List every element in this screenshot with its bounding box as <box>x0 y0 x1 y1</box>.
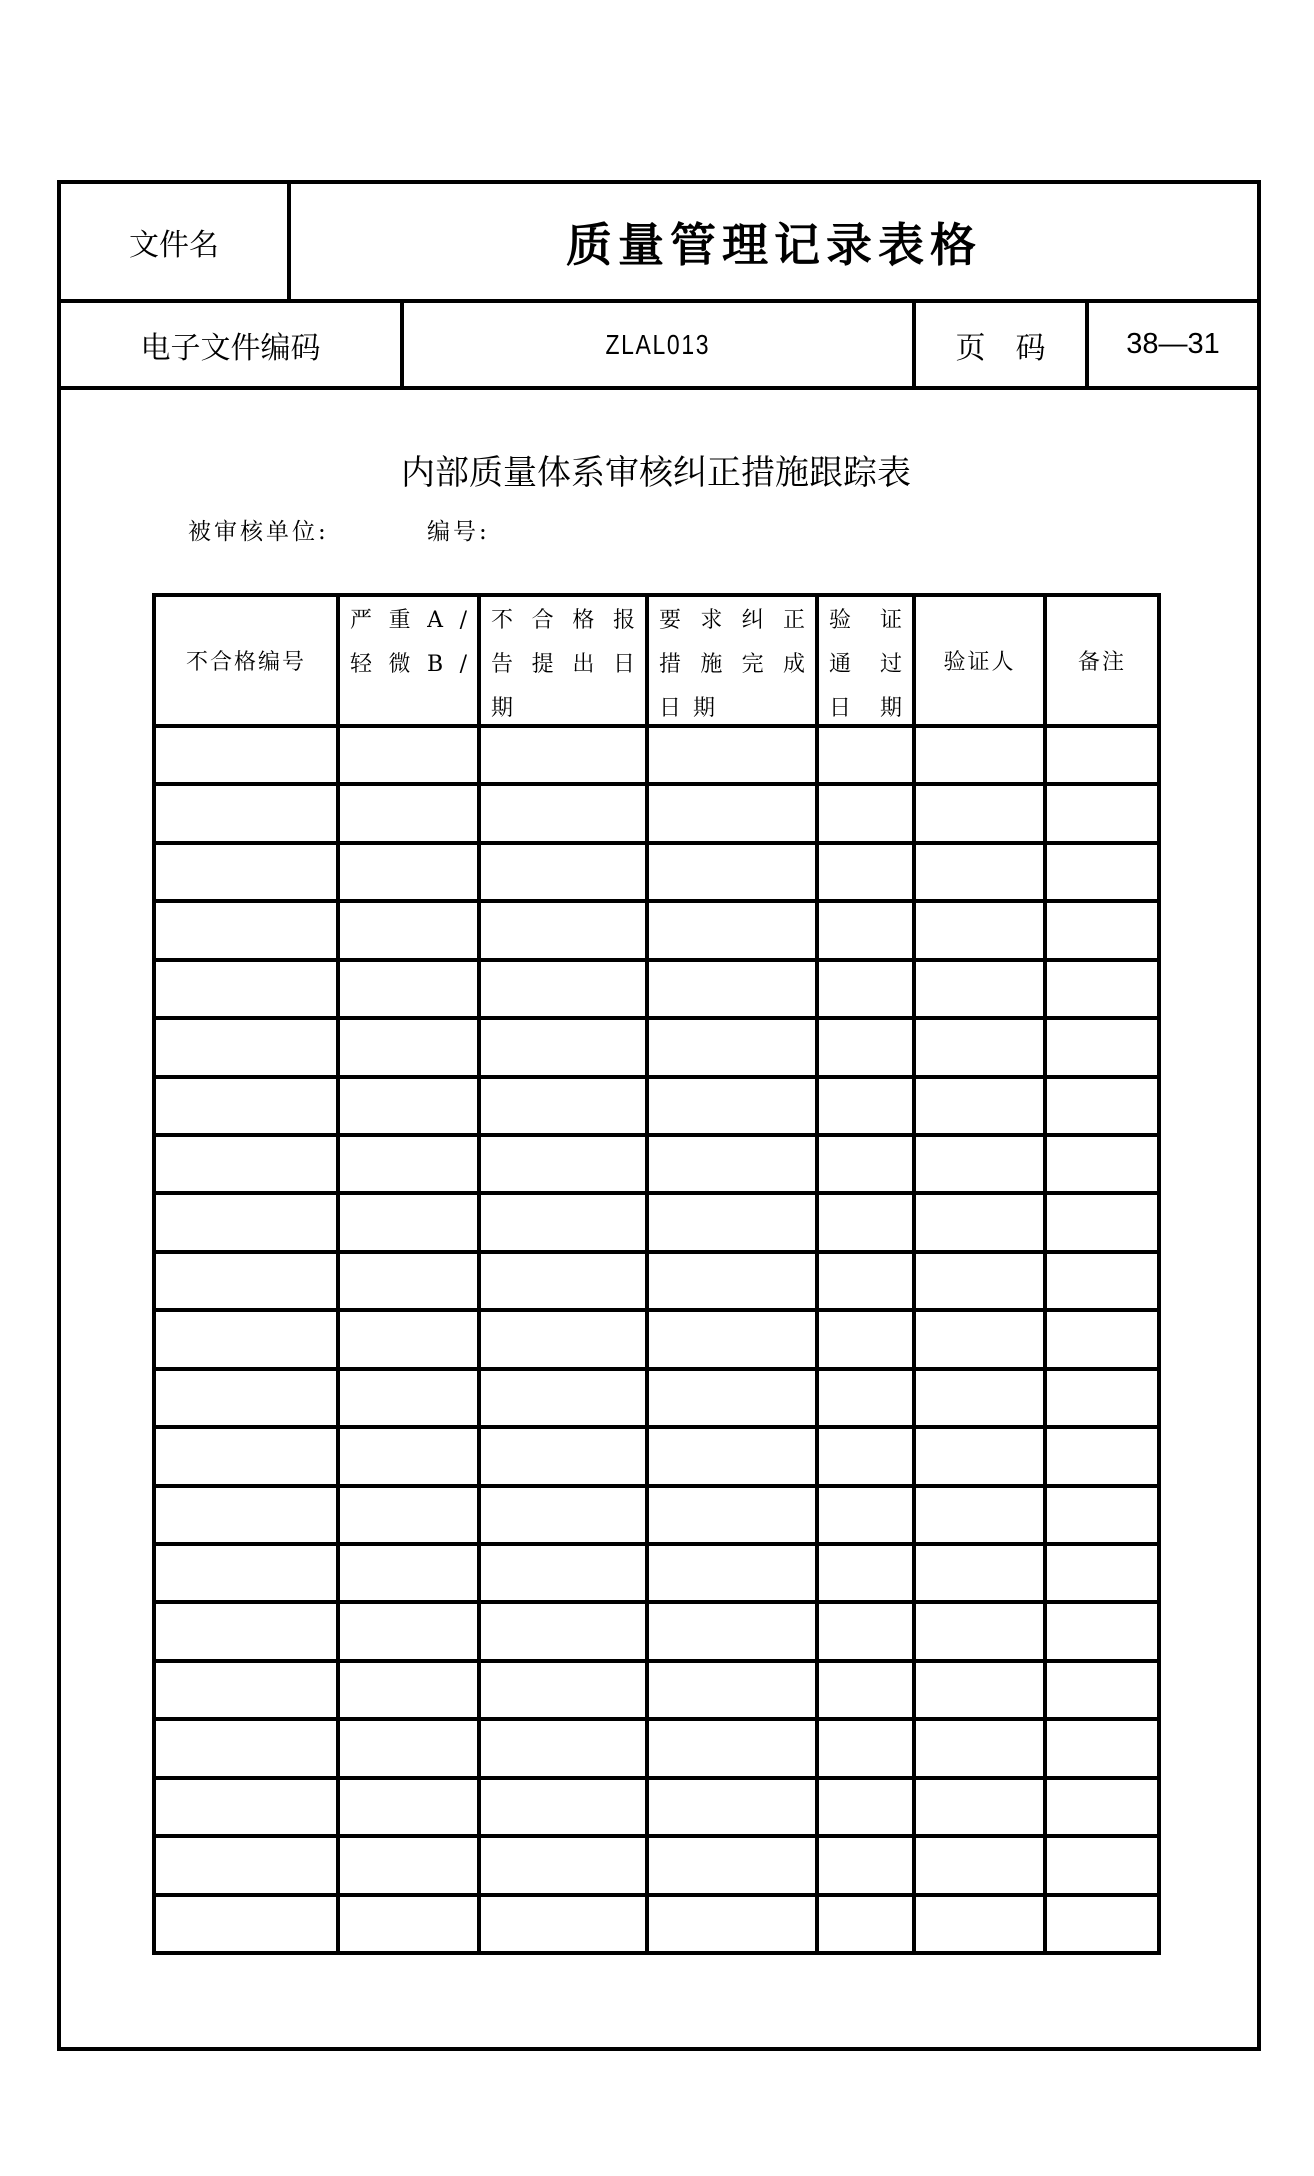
table-cell-verifier[interactable] <box>916 1546 1043 1600</box>
column-header-line: 不 合 格 报 <box>491 608 635 633</box>
table-cell-verifier[interactable] <box>916 1312 1043 1367</box>
table-cell-remarks[interactable] <box>1047 1195 1157 1250</box>
table-cell-remarks[interactable] <box>1047 1254 1157 1308</box>
table-cell-verify-date[interactable] <box>819 845 912 899</box>
table-cell-remarks[interactable] <box>1047 1897 1157 1951</box>
table-cell-report-date[interactable] <box>481 962 645 1016</box>
table-cell-required-date[interactable] <box>649 845 815 899</box>
table-cell-severity[interactable] <box>340 1546 477 1600</box>
table-cell-nc-no[interactable] <box>156 1897 336 1951</box>
table-cell-verifier[interactable] <box>916 1371 1043 1425</box>
table-cell-severity[interactable] <box>340 1079 477 1133</box>
table-cell-required-date[interactable] <box>649 1020 815 1075</box>
table-cell-nc-no[interactable] <box>156 1079 336 1133</box>
column-header-required-date <box>659 599 805 722</box>
table-row <box>154 1193 1159 1252</box>
table-cell-remarks[interactable] <box>1047 1721 1157 1776</box>
table-cell-verifier[interactable] <box>916 1020 1043 1075</box>
table-row <box>154 1427 1159 1486</box>
table-cell-verify-date[interactable] <box>819 1546 912 1600</box>
table-cell-nc-no[interactable] <box>156 1137 336 1191</box>
table-cell-nc-no[interactable] <box>156 1195 336 1250</box>
page-label: 页 码 <box>955 330 1046 366</box>
table-cell-required-date[interactable] <box>649 1546 815 1600</box>
table-cell-verifier[interactable] <box>916 1604 1043 1659</box>
table-cell-severity[interactable] <box>340 1371 477 1425</box>
table-cell-nc-no[interactable] <box>156 1020 336 1075</box>
table-cell-verify-date[interactable] <box>819 962 912 1016</box>
table-cell-verify-date[interactable] <box>819 1488 912 1542</box>
table-cell-severity[interactable] <box>340 1663 477 1717</box>
column-header-line: 验 证 <box>829 608 902 633</box>
column-header-severity <box>350 599 467 722</box>
table-cell-report-date[interactable] <box>481 1312 645 1367</box>
table-cell-report-date[interactable] <box>481 728 645 782</box>
table-cell-required-date[interactable] <box>649 1429 815 1484</box>
table-cell-report-date[interactable] <box>481 903 645 958</box>
table-cell-required-date[interactable] <box>649 1488 815 1542</box>
table-cell-verifier[interactable] <box>916 845 1043 899</box>
number-label: 编号: <box>427 519 490 545</box>
table-cell-verify-date[interactable] <box>819 786 912 841</box>
table-row <box>154 1661 1159 1719</box>
table-cell-remarks[interactable] <box>1047 1838 1157 1893</box>
table-cell-verifier[interactable] <box>916 1137 1043 1191</box>
column-header-verify-date <box>829 599 902 722</box>
table-cell-remarks[interactable] <box>1047 962 1157 1016</box>
column-header-line: 日 期 <box>659 696 716 721</box>
table-cell-verify-date[interactable] <box>819 1254 912 1308</box>
table-row <box>154 1544 1159 1602</box>
table-cell-verifier[interactable] <box>916 1663 1043 1717</box>
table-cell-severity[interactable] <box>340 786 477 841</box>
table-cell-verifier[interactable] <box>916 1254 1043 1308</box>
table-cell-nc-no[interactable] <box>156 1488 336 1542</box>
table-cell-report-date[interactable] <box>481 1663 645 1717</box>
column-header-line: 措 施 完 成 <box>659 652 805 677</box>
table-cell-report-date[interactable] <box>481 1079 645 1133</box>
table-cell-report-date[interactable] <box>481 1020 645 1075</box>
table-row <box>154 1602 1159 1661</box>
table-cell-verifier[interactable] <box>916 1488 1043 1542</box>
table-cell-report-date[interactable] <box>481 1604 645 1659</box>
form-subtitle: 内部质量体系审核纠正措施跟踪表 <box>401 452 911 493</box>
table-row <box>154 1369 1159 1427</box>
column-header-line: 告 提 出 日 <box>491 652 635 677</box>
table-row <box>154 1018 1159 1077</box>
table-cell-remarks[interactable] <box>1047 845 1157 899</box>
table-cell-nc-no[interactable] <box>156 786 336 841</box>
table-cell-verify-date[interactable] <box>819 1429 912 1484</box>
table-cell-severity[interactable] <box>340 1838 477 1893</box>
table-cell-verifier[interactable] <box>916 1838 1043 1893</box>
table-cell-required-date[interactable] <box>649 1079 815 1133</box>
table-cell-remarks[interactable] <box>1047 1137 1157 1191</box>
table-cell-severity[interactable] <box>340 1721 477 1776</box>
table-row <box>154 843 1159 901</box>
table-cell-verify-date[interactable] <box>819 1079 912 1133</box>
table-cell-remarks[interactable] <box>1047 1020 1157 1075</box>
table-cell-nc-no[interactable] <box>156 1838 336 1893</box>
table-cell-required-date[interactable] <box>649 1604 815 1659</box>
table-cell-required-date[interactable] <box>649 1838 815 1893</box>
table-cell-report-date[interactable] <box>481 1254 645 1308</box>
table-cell-nc-no[interactable] <box>156 1721 336 1776</box>
table-cell-verifier[interactable] <box>916 1721 1043 1776</box>
file-name-label: 文件名 <box>129 227 219 263</box>
table-cell-required-date[interactable] <box>649 1312 815 1367</box>
table-cell-nc-no[interactable] <box>156 845 336 899</box>
table-row <box>154 1895 1159 1953</box>
table-cell-verifier[interactable] <box>916 903 1043 958</box>
table-cell-severity[interactable] <box>340 1020 477 1075</box>
table-cell-verify-date[interactable] <box>819 903 912 958</box>
table-row <box>154 1135 1159 1193</box>
table-cell-report-date[interactable] <box>481 1721 645 1776</box>
column-header-label: 备注 <box>1077 650 1126 675</box>
table-cell-report-date[interactable] <box>481 1137 645 1191</box>
table-cell-severity[interactable] <box>340 845 477 899</box>
table-cell-remarks[interactable] <box>1047 1312 1157 1367</box>
document-title: 质量管理记录表格 <box>566 217 982 272</box>
table-cell-severity[interactable] <box>340 1137 477 1191</box>
table-cell-required-date[interactable] <box>649 1897 815 1951</box>
table-row <box>154 784 1159 843</box>
table-cell-required-date[interactable] <box>649 1371 815 1425</box>
table-row <box>154 1252 1159 1310</box>
table-cell-verifier[interactable] <box>916 1429 1043 1484</box>
table-cell-verify-date[interactable] <box>819 1137 912 1191</box>
table-cell-verify-date[interactable] <box>819 1897 912 1951</box>
table-cell-remarks[interactable] <box>1047 1663 1157 1717</box>
table-cell-severity[interactable] <box>340 903 477 958</box>
table-cell-required-date[interactable] <box>649 1780 815 1834</box>
table-cell-nc-no[interactable] <box>156 728 336 782</box>
table-cell-report-date[interactable] <box>481 1195 645 1250</box>
table-cell-report-date[interactable] <box>481 1429 645 1484</box>
column-header-line: 期 <box>491 696 514 721</box>
header-row2-bottom-line <box>57 386 1261 390</box>
table-cell-verify-date[interactable] <box>819 1371 912 1425</box>
table-cell-nc-no[interactable] <box>156 903 336 958</box>
audited-unit-label: 被审核单位: <box>188 519 329 545</box>
column-header-remarks <box>1047 595 1157 726</box>
e-file-code-label: 电子文件编码 <box>140 330 321 366</box>
table-cell-nc-no[interactable] <box>156 1429 336 1484</box>
table-row <box>154 901 1159 960</box>
e-file-code-value-cell <box>404 303 912 386</box>
table-cell-required-date[interactable] <box>649 1195 815 1250</box>
table-cell-remarks[interactable] <box>1047 1371 1157 1425</box>
table-cell-report-date[interactable] <box>481 1897 645 1951</box>
table-cell-severity[interactable] <box>340 962 477 1016</box>
table-cell-nc-no[interactable] <box>156 962 336 1016</box>
table-cell-report-date[interactable] <box>481 1546 645 1600</box>
table-cell-severity[interactable] <box>340 1780 477 1834</box>
column-header-label: 验证人 <box>943 650 1016 675</box>
table-cell-remarks[interactable] <box>1047 1488 1157 1542</box>
table-row <box>154 1836 1159 1895</box>
table-cell-required-date[interactable] <box>649 1137 815 1191</box>
table-cell-report-date[interactable] <box>481 1838 645 1893</box>
table-cell-nc-no[interactable] <box>156 1780 336 1834</box>
table-cell-nc-no[interactable] <box>156 1254 336 1308</box>
table-cell-verifier[interactable] <box>916 1780 1043 1834</box>
column-header-line: 日 期 <box>829 696 902 721</box>
page-value: 38—31 <box>1126 328 1220 360</box>
table-cell-remarks[interactable] <box>1047 728 1157 782</box>
table-cell-nc-no[interactable] <box>156 1663 336 1717</box>
table-cell-severity[interactable] <box>340 1488 477 1542</box>
table-cell-report-date[interactable] <box>481 845 645 899</box>
table-cell-severity[interactable] <box>340 1897 477 1951</box>
table-cell-verifier[interactable] <box>916 1195 1043 1250</box>
table-cell-required-date[interactable] <box>649 1254 815 1308</box>
table-row <box>154 726 1159 784</box>
table-cell-remarks[interactable] <box>1047 1780 1157 1834</box>
table-cell-verify-date[interactable] <box>819 1020 912 1075</box>
column-header-report-date <box>491 599 635 722</box>
table-cell-required-date[interactable] <box>649 786 815 841</box>
table-cell-nc-no[interactable] <box>156 1312 336 1367</box>
column-header-label: 不合格编号 <box>185 650 306 675</box>
column-header-line: 要 求 纠 正 <box>659 608 805 633</box>
table-cell-severity[interactable] <box>340 1195 477 1250</box>
table-cell-remarks[interactable] <box>1047 1604 1157 1659</box>
table-cell-report-date[interactable] <box>481 786 645 841</box>
table-cell-required-date[interactable] <box>649 728 815 782</box>
column-header-nc-no <box>156 595 336 726</box>
table-cell-report-date[interactable] <box>481 1488 645 1542</box>
table-cell-verify-date[interactable] <box>819 1195 912 1250</box>
table-cell-verify-date[interactable] <box>819 1604 912 1659</box>
table-cell-severity[interactable] <box>340 1312 477 1367</box>
table-cell-verifier[interactable] <box>916 728 1043 782</box>
table-cell-severity[interactable] <box>340 1604 477 1659</box>
table-cell-severity[interactable] <box>340 1254 477 1308</box>
table-cell-required-date[interactable] <box>649 903 815 958</box>
table-cell-verifier[interactable] <box>916 1897 1043 1951</box>
table-cell-remarks[interactable] <box>1047 1079 1157 1133</box>
table-cell-verifier[interactable] <box>916 1079 1043 1133</box>
table-row <box>154 960 1159 1018</box>
table-row <box>154 1719 1159 1778</box>
table-cell-nc-no[interactable] <box>156 1371 336 1425</box>
column-header-line: 严 重 A / <box>350 608 467 633</box>
table-cell-verifier[interactable] <box>916 786 1043 841</box>
table-cell-nc-no[interactable] <box>156 1546 336 1600</box>
table-cell-required-date[interactable] <box>649 1721 815 1776</box>
table-cell-remarks[interactable] <box>1047 786 1157 841</box>
table-cell-remarks[interactable] <box>1047 903 1157 958</box>
table-cell-verifier[interactable] <box>916 962 1043 1016</box>
table-row <box>154 1310 1159 1369</box>
table-cell-verify-date[interactable] <box>819 1721 912 1776</box>
table-row <box>154 1486 1159 1544</box>
table-cell-verify-date[interactable] <box>819 728 912 782</box>
table-cell-report-date[interactable] <box>481 1371 645 1425</box>
table-cell-required-date[interactable] <box>649 1663 815 1717</box>
e-file-code-value: ZLAL013 <box>605 328 711 360</box>
column-header-line: 通 过 <box>829 652 902 677</box>
table-cell-nc-no[interactable] <box>156 1604 336 1659</box>
table-cell-verify-date[interactable] <box>819 1663 912 1717</box>
table-cell-verify-date[interactable] <box>819 1780 912 1834</box>
table-cell-verify-date[interactable] <box>819 1838 912 1893</box>
table-cell-remarks[interactable] <box>1047 1429 1157 1484</box>
table-cell-required-date[interactable] <box>649 962 815 1016</box>
column-header-line: 轻 微 B / <box>350 652 467 677</box>
table-cell-remarks[interactable] <box>1047 1546 1157 1600</box>
table-cell-verify-date[interactable] <box>819 1312 912 1367</box>
table-cell-severity[interactable] <box>340 1429 477 1484</box>
table-row <box>154 1778 1159 1836</box>
table-cell-report-date[interactable] <box>481 1780 645 1834</box>
table-row <box>154 1077 1159 1135</box>
column-header-verifier <box>916 595 1043 726</box>
table-cell-severity[interactable] <box>340 728 477 782</box>
